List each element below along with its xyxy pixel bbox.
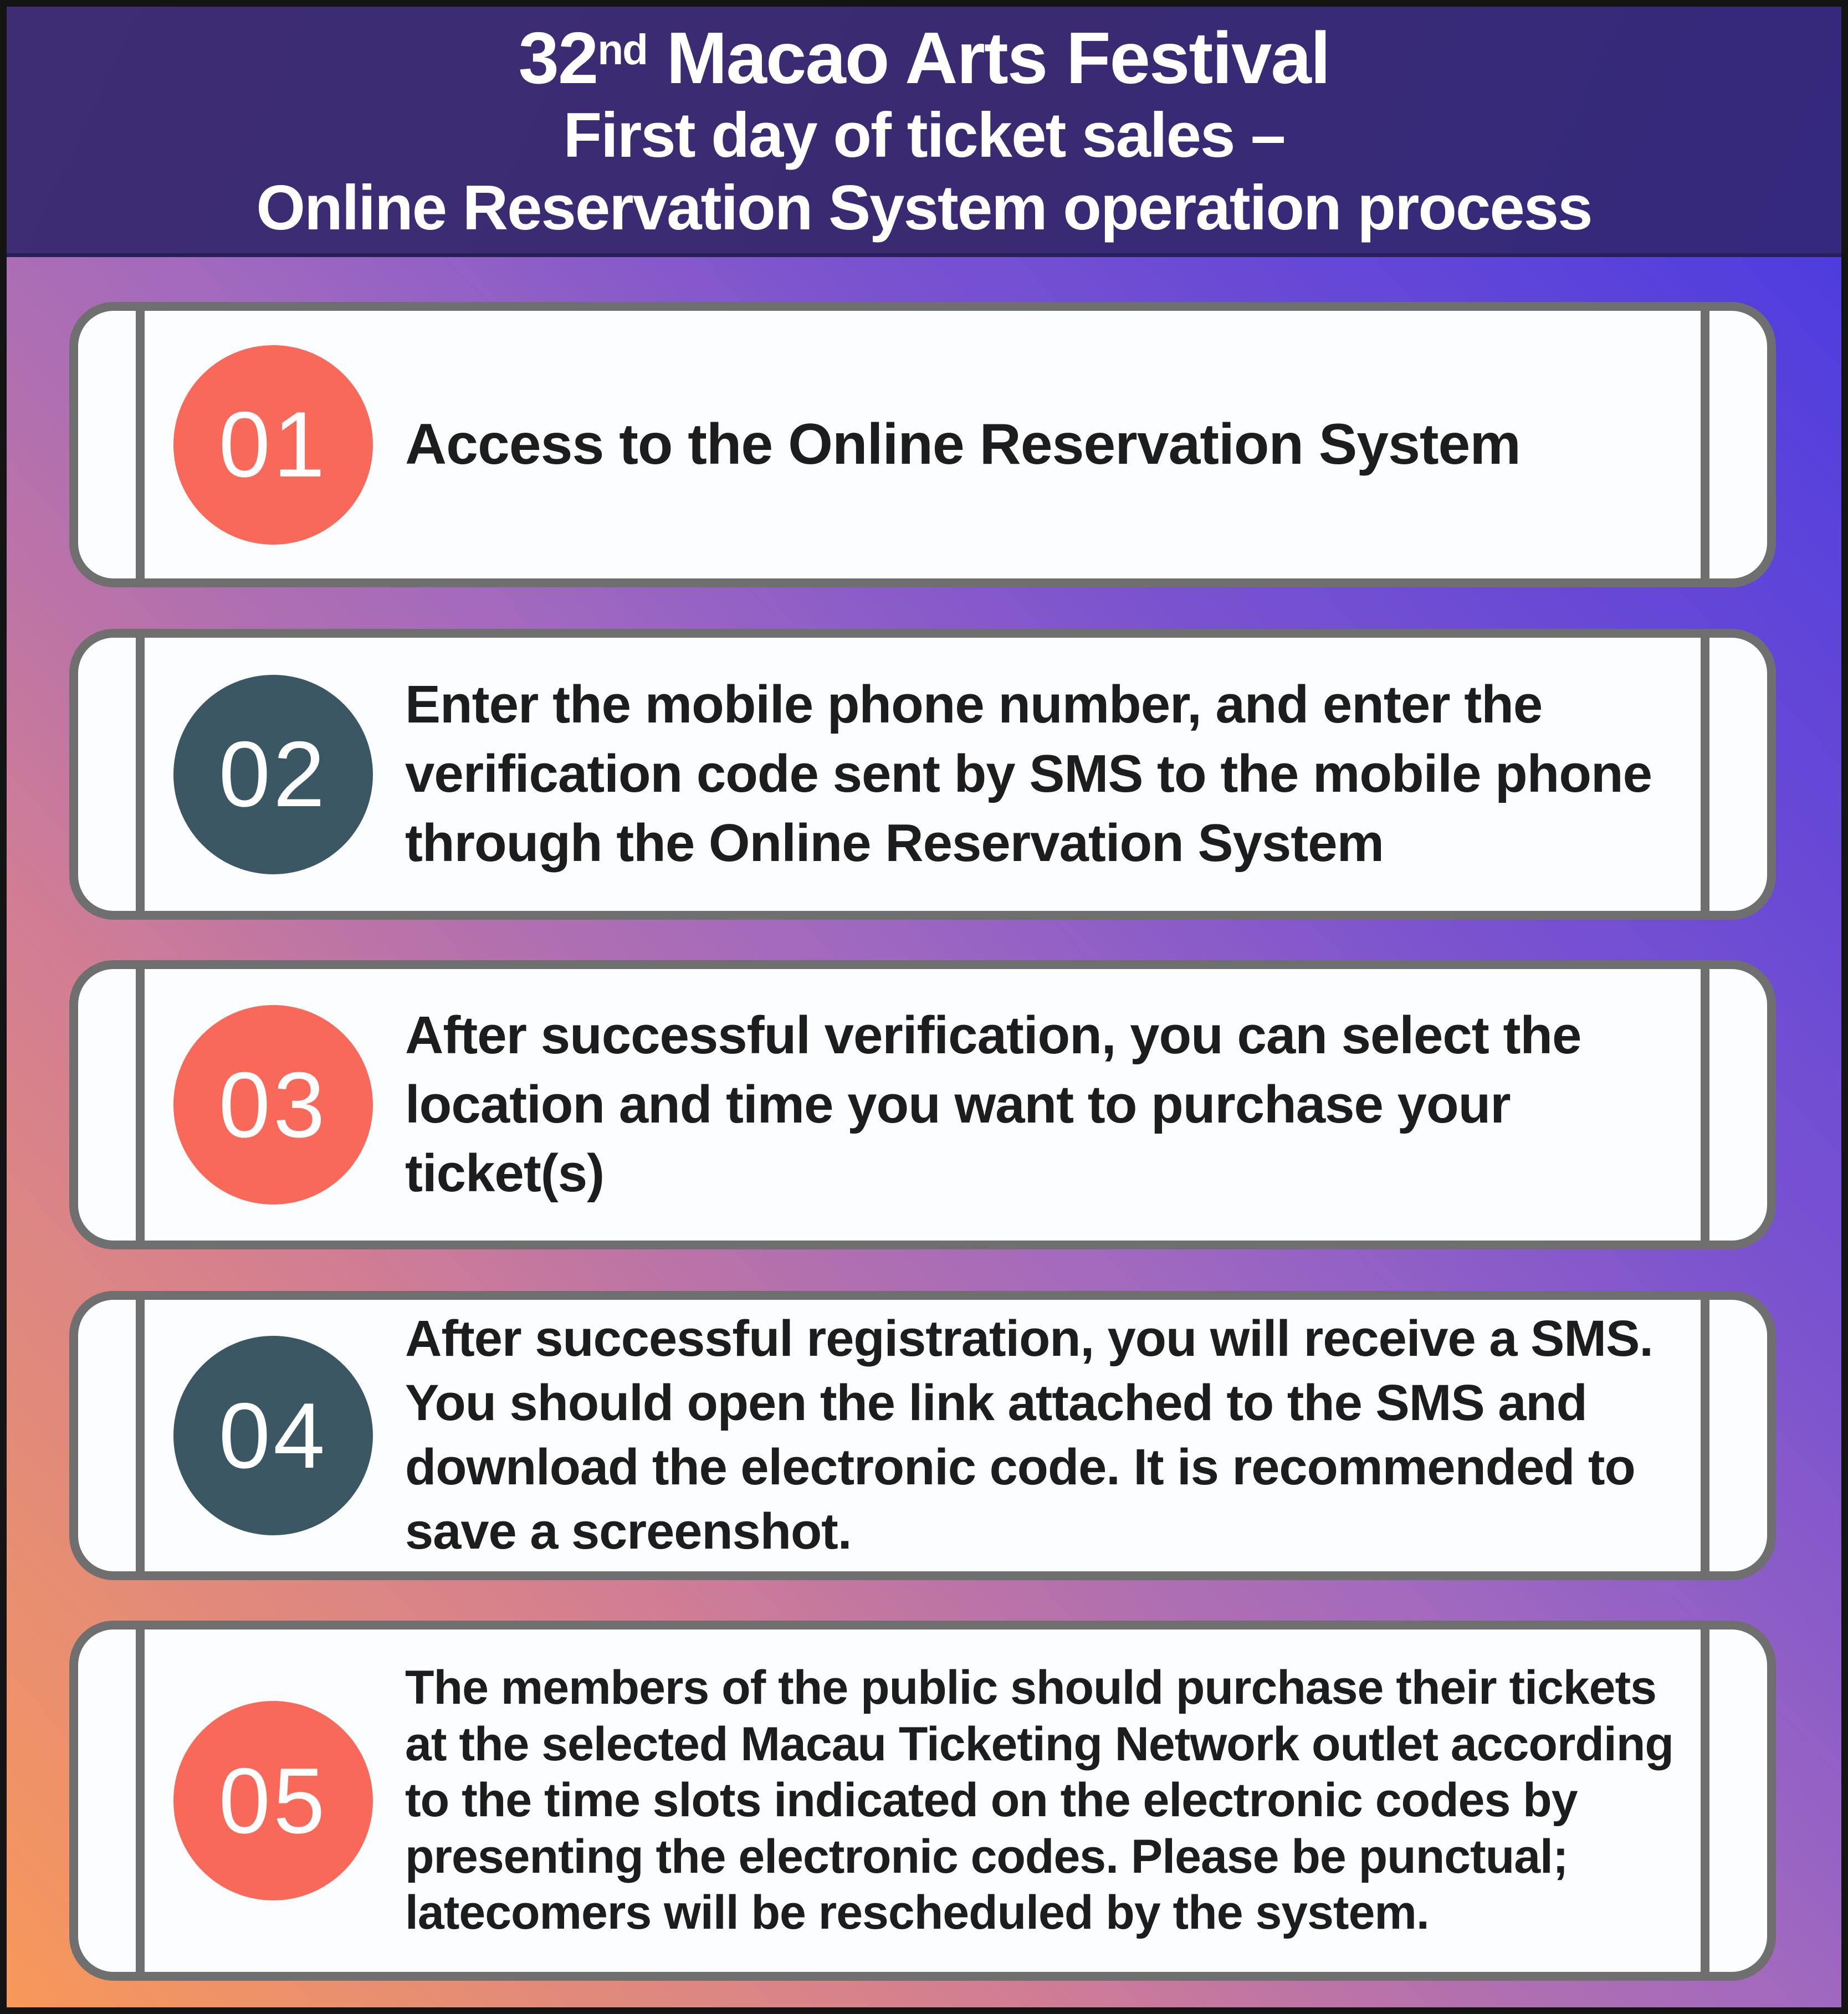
step-card-03 — [69, 960, 1776, 1249]
step-number: 05 — [218, 1748, 328, 1853]
poster-title — [7, 7, 1841, 98]
step-number-badge — [173, 1005, 373, 1205]
left-divider-line — [136, 1629, 145, 1972]
step-card-02 — [69, 629, 1776, 920]
step-text: After successful verification, you can select the location and time you want to purchase your ticket(s) — [405, 1005, 1581, 1203]
title-text: Macao Arts Festival — [647, 17, 1330, 99]
step-text: After successful registration, you will receive a SMS. You should open the link attached to the SMS and download the electronic code. It is recommended to save a screenshot. — [405, 1310, 1653, 1560]
step-text: Access to the Online Reservation System — [405, 412, 1521, 476]
left-divider-line — [136, 1300, 145, 1571]
left-divider-line — [136, 638, 145, 911]
step-number-badge — [173, 1336, 373, 1535]
step-number-badge — [173, 1701, 373, 1900]
step-number: 04 — [218, 1383, 328, 1488]
title-ordinal-superscript: nd — [597, 26, 647, 74]
step-number: 03 — [218, 1052, 328, 1157]
right-divider-line — [1701, 1629, 1709, 1972]
step-text: The members of the public should purchase their tickets at the selected Macau Ticketing Network outlet according to the time slots indicated on the electronic codes by presenting the electronic codes. Please be punctual; latecomers will be rescheduled by the system. — [405, 1661, 1673, 1940]
right-divider-line — [1701, 311, 1709, 578]
step-number: 01 — [218, 392, 328, 496]
header — [7, 7, 1841, 257]
step-number-badge — [173, 675, 373, 874]
right-divider-line — [1701, 1300, 1709, 1571]
poster-subtitle — [7, 99, 1841, 244]
steps-list — [69, 302, 1776, 1981]
title-number: 32 — [518, 17, 598, 99]
subtitle-line-1: First day of ticket sales – — [563, 100, 1285, 171]
step-text: Enter the mobile phone number, and enter the verification code sent by SMS to the mobile phone through the Online Reservation System — [405, 675, 1652, 873]
subtitle-line-2: Online Reservation System operation process — [256, 173, 1592, 244]
left-divider-line — [136, 969, 145, 1241]
right-divider-line — [1701, 969, 1709, 1241]
step-number: 02 — [218, 722, 328, 826]
step-card-05 — [69, 1621, 1776, 1981]
step-card-04 — [69, 1291, 1776, 1580]
step-number-badge — [173, 345, 373, 545]
left-divider-line — [136, 311, 145, 578]
step-card-01 — [69, 302, 1776, 587]
right-divider-line — [1701, 638, 1709, 911]
